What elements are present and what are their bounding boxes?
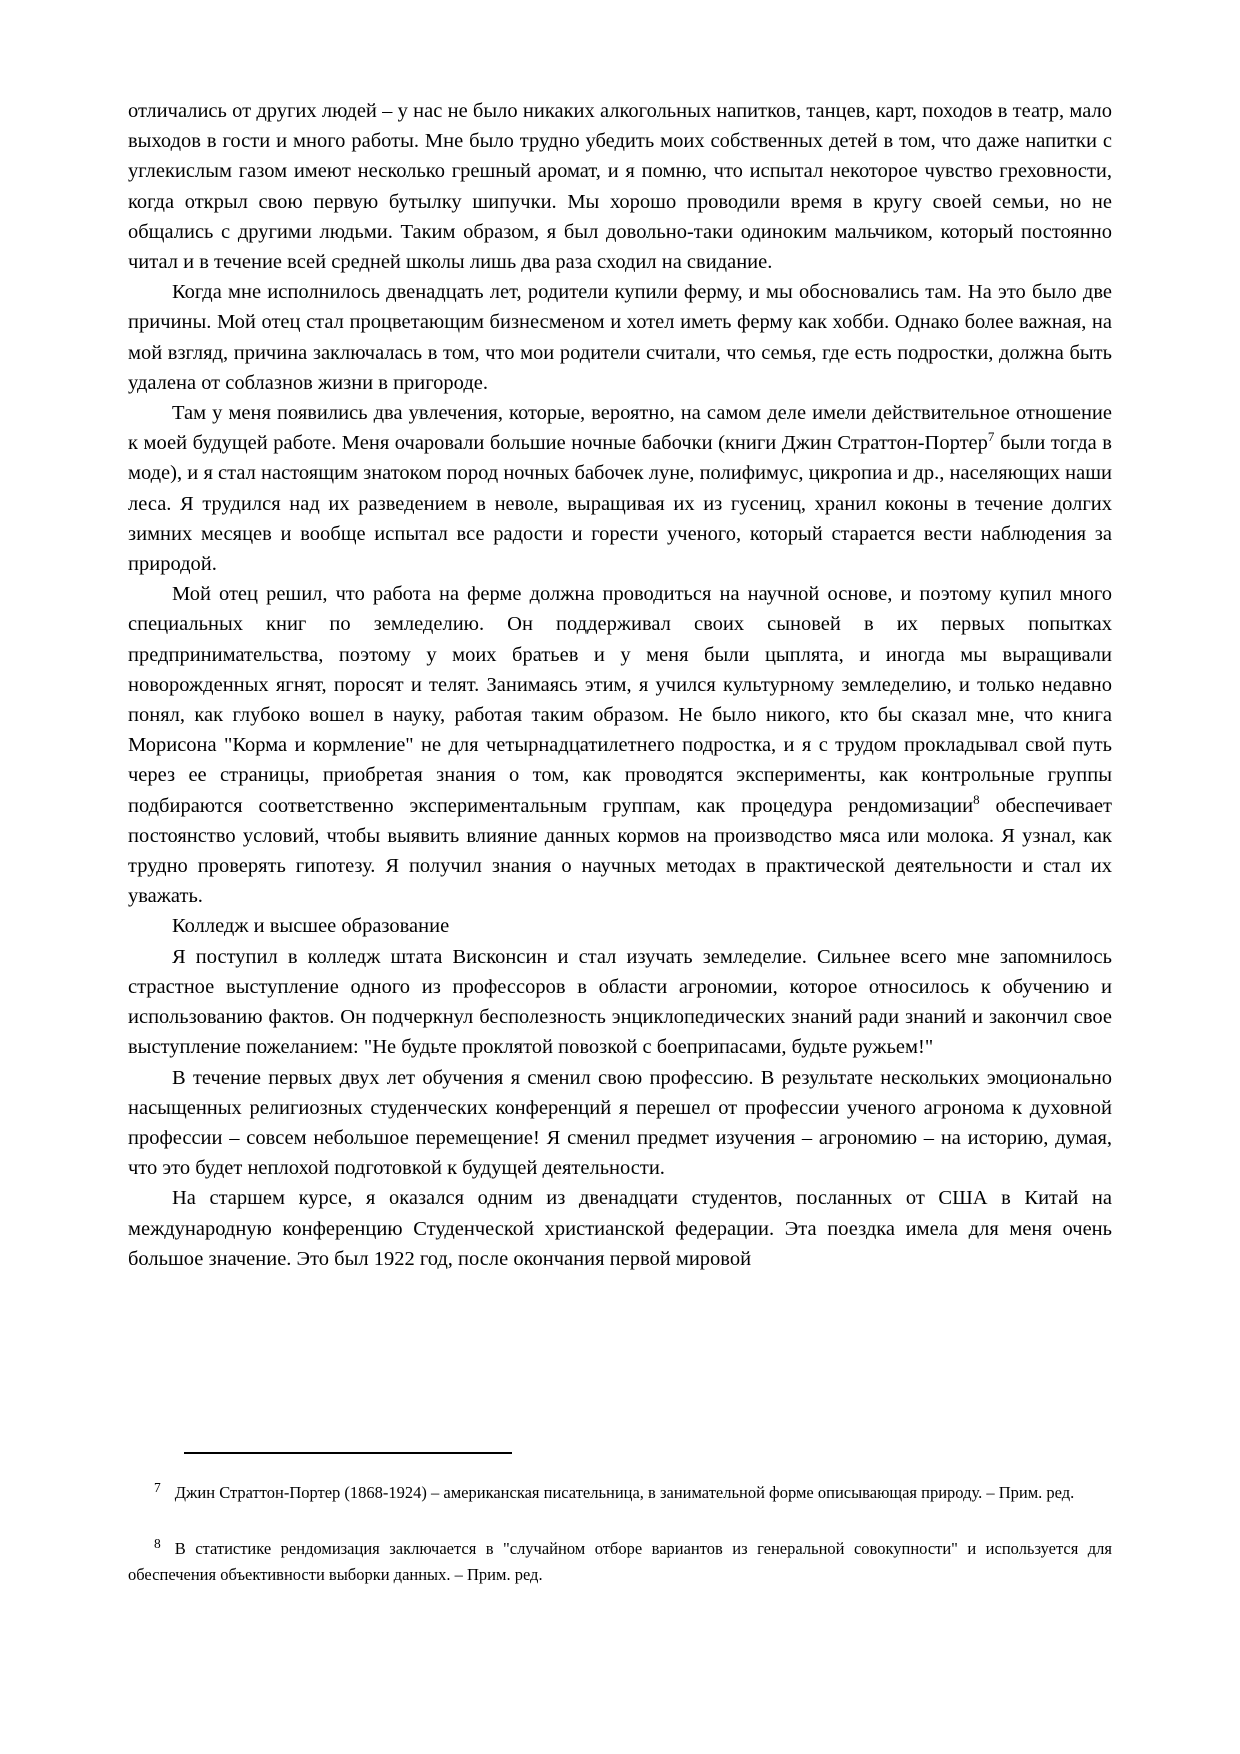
footnote-number-7: 7 [154,1479,161,1495]
paragraph: Я поступил в колледж штата Висконсин и стал изучать земледелие. Сильнее всего мне запомнилось страстное выступление одного из профессоров в области агрономии, которое относилось к обучению и использованию фактов. Он подчеркнул бесполезность энциклопедических знаний ради знаний и закончил свое выступление пожеланием: "Не будьте проклятой повозкой с боеприпасами, будьте ружьем!" [128,945,1112,1059]
footnotes-section [128,1452,1112,1588]
footnote-text: В статистике рендомизация заключается в "случайном отборе вариантов из генеральной совокупности" и используется для обеспечения объективности выборки данных. – Прим. ред. [128,1539,1112,1584]
paragraph: В течение первых двух лет обучения я сменил свою профессию. В результате нескольких эмоционально насыщенных религиозных студенческих конференций я перешел от профессии ученого агронома к духовной профессии – совсем небольшое перемещение! Я сменил предмет изучения – агрономию – на историю, думая, что это будет неплохой подготовкой к будущей деятельности. [128,1066,1112,1180]
footnote-number-8: 8 [154,1535,161,1551]
footnote-item [128,1480,1112,1506]
paragraph: отличались от других людей – у нас не было никаких алкогольных напитков, танцев, карт, походов в театр, мало выходов в гости и много работы. Мне было трудно убедить моих собственных детей в том, что даже напитки с углекислым газом имеют несколько грешный аромат, и я помню, что испытал некоторое чувство греховности, когда открыл свою первую бутылку шипучки. Мы хорошо проводили время в кругу своей семьи, но не общались с другими людьми. Таким образом, я был довольно-таки одиноким мальчиком, который постоянно читал и в течение всей средней школы лишь два раза сходил на свидание. [128,100,1112,274]
paragraph-with-footnote-7 [128,398,1112,579]
paragraph: Когда мне исполнилось двенадцать лет, родители купили ферму, и мы обосновались там. На это было две причины. Мой отец стал процветающим бизнесменом и хотел иметь ферму как хобби. Однако более важная, на мой взгляд, причина заключалась в том, что мои родители считали, что семья, где есть подростки, должна быть удалена от соблазнов жизни в пригороде. [128,281,1112,394]
paragraph-text-before-footnote: Там у меня появились два увлечения, которые, вероятно, на самом деле имели действительное отношение к моей будущей работе. Меня очаровали большие ночные бабочки (книги Джин Страттон-Портер [128,402,1112,455]
footnote-reference-8[interactable]: 8 [973,791,980,807]
section-heading: Колледж и высшее образование [172,915,450,938]
footnote-separator-rule [184,1452,512,1454]
footnote-item [128,1536,1112,1588]
paragraph: На старшем курсе, я оказался одним из двенадцати студентов, посланных от США в Китай на международную конференцию Студенческой христианской федерации. Эта поездка имела для меня очень большое значение. Это был 1922 год, после окончания первой мировой [128,1187,1112,1270]
paragraph-text-before-footnote: Мой отец решил, что работа на ферме должна проводиться на научной основе, и поэтому купил много специальных книг по земледелию. Он поддерживал своих сыновей в их первых попытках предпринимательства, поэтому у моих братьев и у меня были цыплята, и иногда мы выращивали новорожденных ягнят, поросят и телят. Занимаясь этим, я учился культурному земледелию, и только недавно понял, как глубоко вошел в науку, работая таким образом. Не было никого, кто бы сказал мне, что книга Морисона "Корма и кормление" не для четырнадцатилетнего подростка, и я с трудом прокладывал свой путь через ее страницы, приобретая знания о том, как проводятся эксперименты, как контрольные группы подбираются соответственно экспериментальным группам, как процедура рендомизации [128,583,1112,817]
paragraph-text-after-footnote: обеспечивает постоянство условий, чтобы выявить влияние данных кормов на производство мяса или молока. Я узнал, как трудно проверять гипотезу. Я получил знания о научных методах в практической деятельности и стал их уважать. [128,794,1113,908]
paragraph-with-footnote-8 [128,579,1112,911]
page-body-text [128,96,1112,1274]
footnote-reference-7[interactable]: 7 [987,429,995,445]
footnote-text: Джин Страттон-Портер (1868-1924) – американская писательница, в занимательной форме описывающая природу. – Прим. ред. [174,1483,1075,1502]
paragraph-text-after-footnote: были тогда в моде), и я стал настоящим знатоком пород ночных бабочек луне, полифимус, цикропиа и др., населяющих наши леса. Я трудился над их разведением в неволе, выращивая их из гусениц, хранил коконы в течение долгих зимних месяцев и вообще испытал все радости и горести ученого, который старается вести наблюдения за природой. [128,432,1112,576]
